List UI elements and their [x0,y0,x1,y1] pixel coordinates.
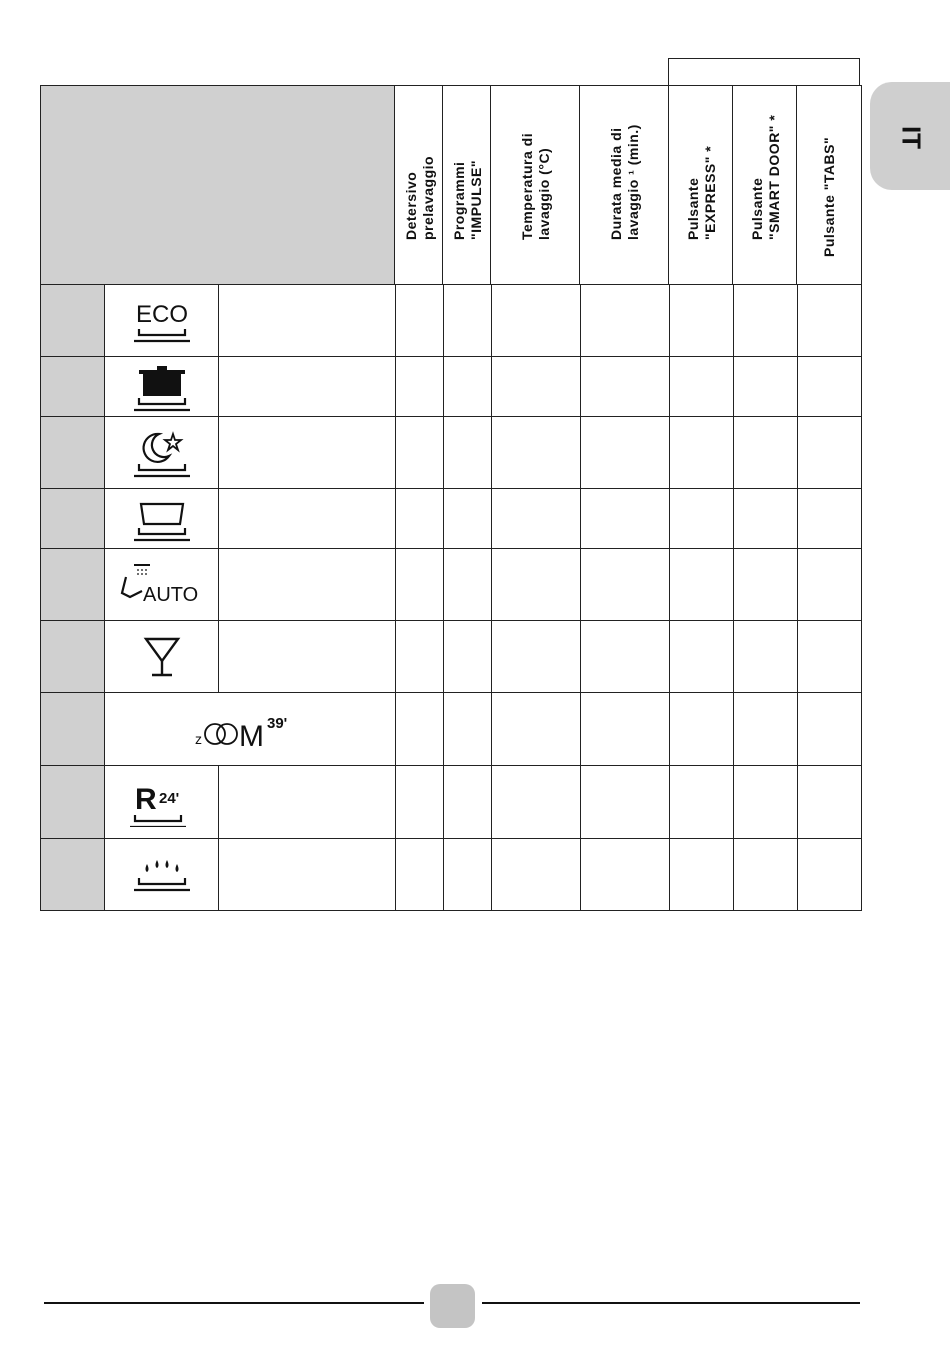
col-header-tabs [797,86,861,284]
col-header-express [669,86,733,284]
zoom-duration: 39' [266,714,287,732]
page-number-badge [430,1284,475,1328]
program-table [40,85,862,911]
night-moon-star-icon [106,416,218,488]
column-divider [218,284,219,692]
col-header-label: Temperatura di lavaggio (°C) [519,132,552,240]
col-header-smart-door [733,86,797,284]
col-header-temperature [491,86,580,284]
column-divider [733,284,734,910]
glass-icon [106,620,218,692]
col-header-label: Pulsante "SMART DOOR" * [748,114,782,240]
col-header-label: Programmi "IMPULSE" [450,159,484,240]
col-header-prewash-detergent [395,86,443,284]
rapid-label: R [135,782,157,816]
rapid-duration: 24' [159,789,180,807]
col-header-impulse [443,86,491,284]
col-header-label: Pulsante "TABS" [821,136,837,257]
col-header-duration [580,86,669,284]
rapid-icon [106,765,218,838]
column-divider [580,284,581,910]
auto-icon [106,548,218,620]
intensive-pot-icon [106,356,218,416]
col-header-label: Detersivo prelavaggio [402,155,436,240]
eco-icon [106,284,218,356]
column-divider [669,284,670,910]
auto-label: AUTO [143,584,199,606]
zoom-icon [106,692,395,765]
language-tab-label: IT [896,125,927,150]
column-divider [491,284,492,910]
header-blank-area [41,86,395,284]
col-header-label: Pulsante "EXPRESS" * [684,145,718,240]
footer-rule-left [44,1302,424,1304]
svg-text:z: z [194,730,202,747]
column-divider [218,765,219,911]
language-tab [870,82,950,190]
col-header-label: Durata media di lavaggio ¹ (min.) [608,124,641,240]
column-divider [443,284,444,910]
column-divider [395,284,396,910]
header-top-box [668,58,860,85]
dish-basin-icon [106,488,218,548]
svg-text:M: M [238,719,264,753]
footer-rule-right [482,1302,860,1304]
eco-label: ECO [135,301,189,328]
column-divider [797,284,798,910]
prewash-drops-icon [106,838,218,910]
program-number-column [41,284,105,910]
